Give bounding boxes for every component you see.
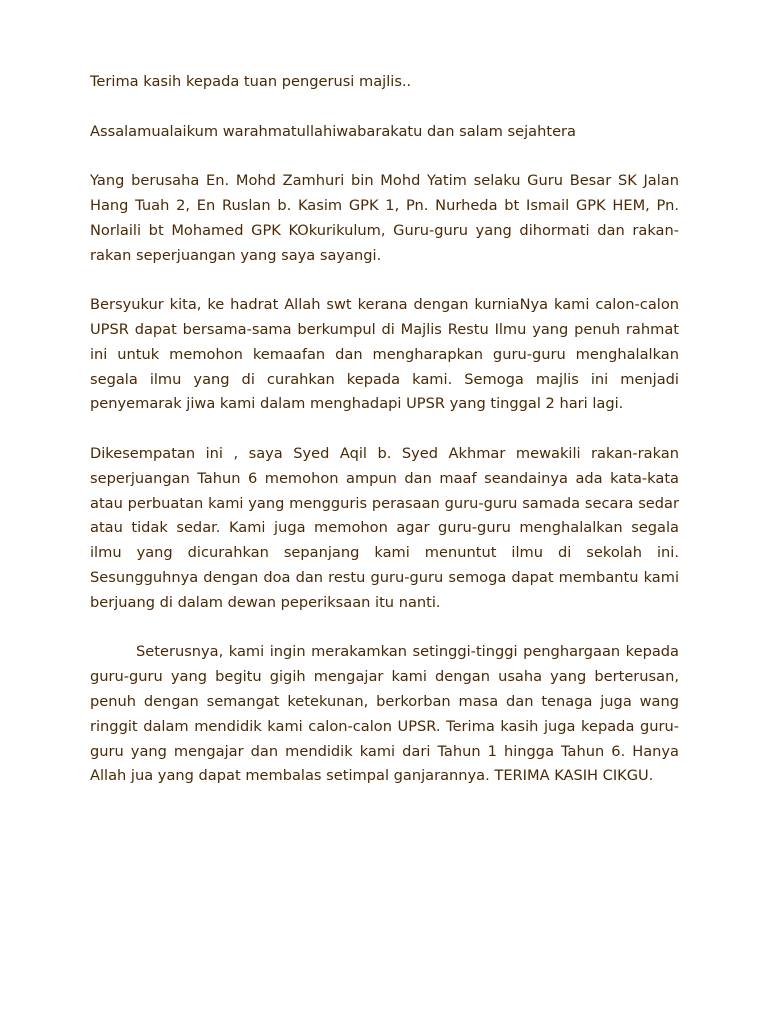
gratitude-paragraph: Bersyukur kita, ke hadrat Allah swt kerana dengan kurniaNya kami calon-calon UPSR dapat bersama-sama berkumpul di Majlis Restu Ilmu yang penuh rahmat ini untuk memohon kemaafan dan mengharapkan guru-guru menghalalkan segala ilmu yang di curahkan kepada kami. Semoga majlis ini menjadi penyemarak jiwa kami dalam menghadapi UPSR yang tinggal 2 hari lagi.: [90, 296, 679, 413]
greeting: Assalamualaikum warahmatullahiwabarakatu dan salam sejahtera: [90, 122, 576, 140]
apology-paragraph: Dikesempatan ini , saya Syed Aqil b. Syed Akhmar mewakili rakan-rakan seperjuangan Tahun 6 memohon ampun dan maaf seandainya ada kata-kata atau perbuatan kami yang mengguris perasaan guru-guru samada secara sedar atau tidak sedar. Kami juga memohon agar guru-guru menghalalkan segala ilmu yang dicurahkan sepanjang kami menuntut ilmu di sekolah ini. Sesungguhnya dengan doa dan restu guru-guru semoga dapat membantu kami berjuang di dalam dewan peperiksaan itu nanti.: [90, 444, 679, 611]
speech-document: [90, 70, 679, 814]
opening-thanks: Terima kasih kepada tuan pengerusi majlis..: [90, 73, 412, 90]
salutation-paragraph: Yang berusaha En. Mohd Zamhuri bin Mohd Yatim selaku Guru Besar SK Jalan Hang Tuah 2, En Ruslan b. Kasim GPK 1, Pn. Nurheda bt Ismail GPK HEM, Pn. Norlaili bt Mohamed GPK KOkurikulum, Guru-guru yang dihormati dan rakan-rakan seperjuangan yang saya sayangi.: [90, 172, 679, 264]
appreciation-paragraph: Seterusnya, kami ingin merakamkan setinggi-tinggi penghargaan kepada guru-guru yang begitu gigih mengajar kami dengan usaha yang berterusan, penuh dengan semangat ketekunan, berkorban masa dan tenaga juga wang ringgit dalam mendidik kami calon-calon UPSR. Terima kasih juga kepada guru-guru yang mengajar dan mendidik kami dari Tahun 1 hingga Tahun 6. Hanya Allah jua yang dapat membalas setimpal ganjarannya. TERIMA KASIH CIKGU.: [90, 643, 679, 785]
